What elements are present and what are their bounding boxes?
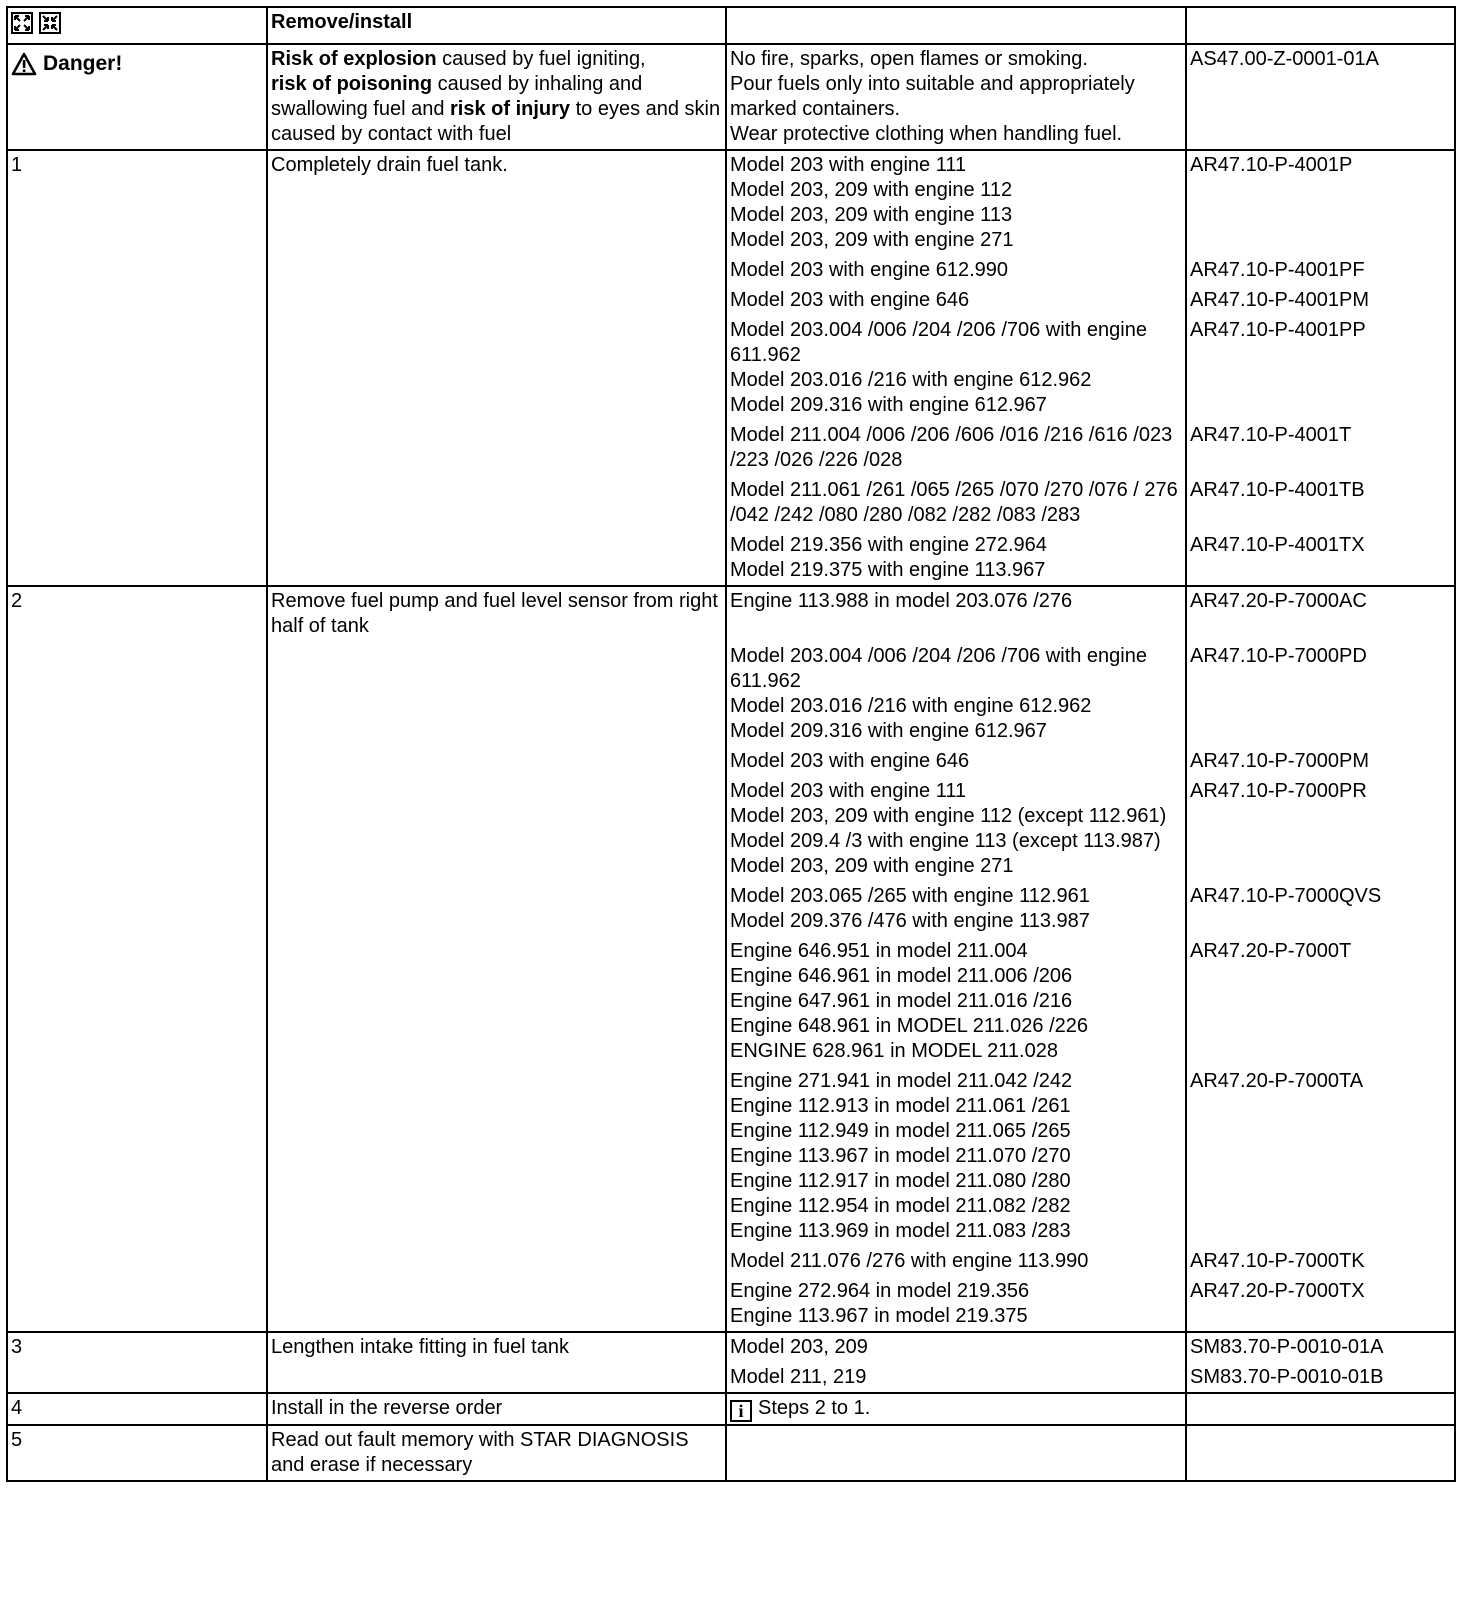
model-line: Engine 112.949 in model 211.065 /265 xyxy=(730,1120,1071,1142)
reference-link[interactable]: SM83.70-P-0010-01B xyxy=(1190,1366,1384,1388)
model-line: Engine 113.967 in model 211.070 /270 xyxy=(730,1145,1071,1167)
model-line: Engine 113.969 in model 211.083 /283 xyxy=(730,1220,1071,1242)
step-row xyxy=(7,1332,1455,1393)
model-group xyxy=(730,589,1181,639)
model-group xyxy=(730,749,1181,774)
model-line: Engine 648.961 in MODEL 211.026 /226 xyxy=(730,1015,1089,1037)
model-line: Model 203.016 /216 with engine 612.962 xyxy=(730,369,1092,391)
reference-link[interactable]: AR47.10-P-7000TK xyxy=(1190,1250,1365,1272)
model-line: Model 203.004 /006 /204 /206 /706 with engine 611.962 xyxy=(730,319,1147,366)
model-line: Model 203, 209 with engine 271 xyxy=(730,229,1014,251)
reference-link[interactable]: AR47.10-P-4001TX xyxy=(1190,534,1365,556)
reference-link[interactable]: AR47.10-P-4001TB xyxy=(1190,479,1365,501)
model-group xyxy=(730,644,1181,744)
model-group xyxy=(730,1335,1181,1360)
model-line: Engine 112.954 in model 211.082 /282 xyxy=(730,1195,1071,1217)
step-number: 2 xyxy=(7,586,267,1332)
step-row xyxy=(7,586,1455,1332)
model-group xyxy=(730,258,1181,283)
step-references xyxy=(1186,1425,1455,1481)
model-line: Model 211.061 /261 /065 /265 /070 /270 /076 / 276 /042 /242 /080 /280 /082 /282 /083 /283 xyxy=(730,479,1178,526)
step-models xyxy=(726,1425,1186,1481)
model-line: Model 203 with engine 612.990 xyxy=(730,259,1008,281)
model-group xyxy=(730,288,1181,313)
reference-link[interactable]: AR47.20-P-7000TX xyxy=(1190,1280,1365,1302)
model-group xyxy=(730,318,1181,418)
step-references xyxy=(1186,150,1455,586)
risk-explosion: Risk of explosion xyxy=(271,48,437,70)
reference-link[interactable]: AR47.20-P-7000AC xyxy=(1190,590,1367,612)
reference-link[interactable]: AR47.10-P-7000PR xyxy=(1190,780,1367,802)
model-group xyxy=(730,533,1181,583)
model-group xyxy=(730,939,1181,1064)
model-group xyxy=(730,1249,1181,1274)
collapse-icon[interactable] xyxy=(39,12,61,34)
step-references xyxy=(1186,1393,1455,1425)
model-line: Model 203, 209 xyxy=(730,1336,868,1358)
model-line: Engine 647.961 in model 211.016 /216 xyxy=(730,990,1073,1012)
model-group xyxy=(730,1365,1181,1390)
model-group xyxy=(730,153,1181,253)
danger-ref-link[interactable]: AS47.00-Z-0001-01A xyxy=(1186,44,1455,150)
step-row xyxy=(7,1425,1455,1481)
model-group xyxy=(730,779,1181,879)
reference-link[interactable]: AR47.10-P-4001PM xyxy=(1190,289,1369,311)
reference-link[interactable]: AR47.10-P-7000QVS xyxy=(1190,885,1382,907)
step-references xyxy=(1186,1332,1455,1393)
header-row xyxy=(7,7,1455,44)
model-line: Engine 272.964 in model 219.356 xyxy=(730,1280,1030,1302)
model-line: Engine 112.917 in model 211.080 /280 xyxy=(730,1170,1071,1192)
model-group xyxy=(730,1069,1181,1244)
model-line: Model 203, 209 with engine 113 xyxy=(730,204,1013,226)
risk-poisoning: risk of poisoning xyxy=(271,73,433,95)
model-line: Model 203, 209 with engine 271 xyxy=(730,855,1014,877)
model-line: Model 209.4 /3 with engine 113 (except 113.987) xyxy=(730,830,1161,852)
step-models xyxy=(726,586,1186,1332)
step-models xyxy=(726,1393,1186,1425)
reference-link[interactable]: AR47.10-P-4001T xyxy=(1190,424,1352,446)
reference-link[interactable]: AR47.10-P-7000PM xyxy=(1190,750,1369,772)
model-line: Model 211.076 /276 with engine 113.990 xyxy=(730,1250,1089,1272)
danger-text: Danger! xyxy=(43,52,123,75)
model-line: Model 203, 209 with engine 112 xyxy=(730,179,1013,201)
reference-link[interactable]: AR47.10-P-4001PP xyxy=(1190,319,1366,341)
header-icons-cell xyxy=(7,7,267,44)
info-note xyxy=(730,1396,1181,1422)
step-number: 1 xyxy=(7,150,267,586)
step-instruction: Completely drain fuel tank. xyxy=(267,150,726,586)
model-line: Engine 646.961 in model 211.006 /206 xyxy=(730,965,1073,987)
model-group xyxy=(730,478,1181,528)
reference-link[interactable]: SM83.70-P-0010-01A xyxy=(1190,1336,1384,1358)
risk-injury: risk of injury xyxy=(450,98,571,120)
step-number: 5 xyxy=(7,1425,267,1481)
model-line: Model 219.356 with engine 272.964 xyxy=(730,534,1047,556)
model-line: Model 203 with engine 646 xyxy=(730,289,970,311)
header-empty-3 xyxy=(726,7,1186,44)
danger-row xyxy=(7,44,1455,150)
model-line: Model 203 with engine 111 xyxy=(730,780,967,802)
model-line: ENGINE 628.961 in MODEL 211.028 xyxy=(730,1040,1058,1062)
model-line: Model 203.016 /216 with engine 612.962 xyxy=(730,695,1092,717)
header-title: Remove/install xyxy=(267,7,726,44)
model-line: Model 219.375 with engine 113.967 xyxy=(730,559,1046,581)
model-group xyxy=(730,423,1181,473)
reference-link[interactable]: AR47.10-P-4001PF xyxy=(1190,259,1365,281)
model-group xyxy=(730,1279,1181,1329)
model-line: Model 209.316 with engine 612.967 xyxy=(730,720,1047,742)
danger-label xyxy=(11,51,262,76)
danger-description: Risk of explosion caused by fuel igniting, risk of poisoning caused by inhaling and swallowing fuel and risk of injury to eyes and skin caused by contact with fuel xyxy=(267,44,726,150)
reference-link[interactable]: AR47.10-P-7000PD xyxy=(1190,645,1367,667)
model-line: Engine 646.951 in model 211.004 xyxy=(730,940,1028,962)
info-text: Steps 2 to 1. xyxy=(758,1397,871,1419)
model-line: Model 203 with engine 646 xyxy=(730,750,970,772)
model-line: Engine 271.941 in model 211.042 /242 xyxy=(730,1070,1073,1092)
header-empty-4 xyxy=(1186,7,1455,44)
step-instruction: Lengthen intake fitting in fuel tank xyxy=(267,1332,726,1393)
model-line: Model 209.376 /476 with engine 113.987 xyxy=(730,910,1090,932)
step-models xyxy=(726,1332,1186,1393)
model-line: Engine 113.967 in model 219.375 xyxy=(730,1305,1028,1327)
step-references xyxy=(1186,586,1455,1332)
step-number: 3 xyxy=(7,1332,267,1393)
expand-icon[interactable] xyxy=(11,12,33,34)
model-group xyxy=(730,884,1181,934)
info-icon: i xyxy=(730,1400,752,1422)
model-line: Engine 113.988 in model 203.076 /276 xyxy=(730,590,1073,612)
model-line: Model 203.004 /006 /204 /206 /706 with engine 611.962 xyxy=(730,645,1147,692)
step-instruction: Remove fuel pump and fuel level sensor from right half of tank xyxy=(267,586,726,1332)
step-row xyxy=(7,1393,1455,1425)
danger-measures: No fire, sparks, open flames or smoking. Pour fuels only into suitable and appropriately marked containers. Wear protective clothing when handling fuel. xyxy=(726,44,1186,150)
warning-icon xyxy=(11,52,37,76)
reference-link[interactable]: AR47.10-P-4001P xyxy=(1190,154,1353,176)
step-instruction: Install in the reverse order xyxy=(267,1393,726,1425)
step-models xyxy=(726,150,1186,586)
model-line: Engine 112.913 in model 211.061 /261 xyxy=(730,1095,1071,1117)
model-line: Model 211.004 /006 /206 /606 /016 /216 /616 /023 /223 /026 /226 /028 xyxy=(730,424,1173,471)
procedure-table xyxy=(6,6,1456,1482)
step-row xyxy=(7,150,1455,586)
reference-link[interactable]: AR47.20-P-7000T xyxy=(1190,940,1352,962)
step-number: 4 xyxy=(7,1393,267,1425)
model-line: Model 203.065 /265 with engine 112.961 xyxy=(730,885,1090,907)
model-line: Model 203 with engine 111 xyxy=(730,154,967,176)
step-instruction: Read out fault memory with STAR DIAGNOSIS and erase if necessary xyxy=(267,1425,726,1481)
model-line: Model 203, 209 with engine 112 (except 112.961) xyxy=(730,805,1167,827)
model-line: Model 209.316 with engine 612.967 xyxy=(730,394,1047,416)
reference-link[interactable]: AR47.20-P-7000TA xyxy=(1190,1070,1364,1092)
model-line: Model 211, 219 xyxy=(730,1366,867,1388)
